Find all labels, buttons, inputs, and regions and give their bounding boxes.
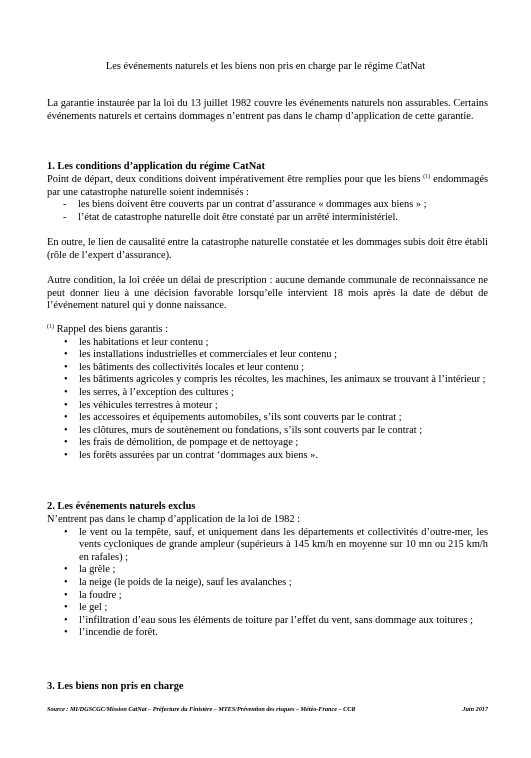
section3-heading: 3. Les biens non pris en charge [47,681,184,692]
list-item: • les véhicules terrestres à moteur ; [47,400,488,413]
list-item: • la neige (le poids de la neige), sauf les avalanches ; [47,577,488,590]
prescription-paragraph: Autre condition, la loi créée un délai de prescription : aucune demande communale de reconnaissance ne peut donner lieu à une décision favorable lorsqu’elle intervient 18 mois après la date de début de l’événement naturel qui y donne naissance. [47,275,488,312]
rappel-label: Rappel des biens garantis : [54,324,168,335]
list-item: • les bâtiments agricoles y compris les récoltes, les machines, les animaux se trouvant à l’intérieur ; [47,374,488,387]
guaranteed-goods-label [47,324,488,337]
excluded-events-list [47,527,488,640]
list-item: - l’état de catastrophe naturelle doit être constaté par un arrêté interministériel. [47,212,488,225]
section1-lead-text-continued: endommagés par une catastrophe naturelle soient indemnisés : [47,174,488,198]
document-title: Les événements naturels et les biens non pris en charge par le régime CatNat [105,61,426,72]
list-item: • les frais de démolition, de pompage et de nettoyage ; [47,437,488,450]
footer-source: Source : MI/DGSCGC/Mission CatNat – Préfecture du Finistère – MTES/Prévention des risques – Météo-France – CCR [47,706,356,713]
section1-conditions [47,174,488,224]
list-item: • les installations industrielles et commerciales et leur contenu ; [47,349,488,362]
guaranteed-goods [47,324,488,463]
intro-paragraph: La garantie instaurée par la loi du 13 juillet 1982 couvre les événements naturels non assurables. Certains événements naturels et certains dommages n’entrent pas dans le champ d’application de cette garantie. [47,98,488,122]
section2-lead: N’entrent pas dans le champ d’application de la loi de 1982 : [47,514,301,525]
page-footer [47,706,488,714]
list-item: • les forêts assurées par un contrat ‘dommages aux biens ». [47,450,488,463]
list-item: • la grêle ; [47,564,488,577]
section1-heading: 1. Les conditions d’application du régime CatNat [47,161,265,172]
list-item: • les clôtures, murs de soutènement ou fondations, s’ils sont couverts par le contrat ; [47,425,488,438]
footnote-marker: (1) [423,174,431,180]
causality-paragraph: En outre, le lien de causalité entre la catastrophe naturelle constatée et les dommages subis doit être établi (rôle de l’expert d’assurance). [47,237,488,261]
list-item: • les habitations et leur contenu ; [47,337,488,350]
section2-heading: 2. Les événements naturels exclus [47,501,196,512]
section1-lead-text: Point de départ, deux conditions doivent impérativement être remplies pour que les biens [47,174,421,185]
conditions-list [47,199,488,224]
list-item: • l’infiltration d’eau sous les éléments de toiture par l’effet du vent, sans dommage aux toitures ; [47,615,488,628]
section1-lead [47,174,488,199]
footer-date: Juin 2017 [462,706,488,713]
excluded-events [47,514,488,640]
list-item: • le gel ; [47,602,488,615]
list-item: • le vent ou la tempête, sauf, et uniquement dans les départements et collectivités d’outre-mer, les vents cycloniques de grande ampleur (supérieurs à 145 km/h en moyenne sur 10 mn ou 215 km/h en rafales) ; [47,527,488,565]
list-item: • les serres, à l’exception des cultures ; [47,387,488,400]
list-item: • les accessoires et équipements automobiles, s’ils sont couverts par le contrat ; [47,412,488,425]
footnote-marker: (1) [47,324,54,330]
list-item: • les bâtiments des collectivités locales et leur contenu ; [47,362,488,375]
guaranteed-goods-list [47,337,488,463]
list-item: • l’incendie de forêt. [47,627,488,640]
list-item: - les biens doivent être couverts par un contrat d’assurance « dommages aux biens » ; [47,199,488,212]
list-item: • la foudre ; [47,590,488,603]
